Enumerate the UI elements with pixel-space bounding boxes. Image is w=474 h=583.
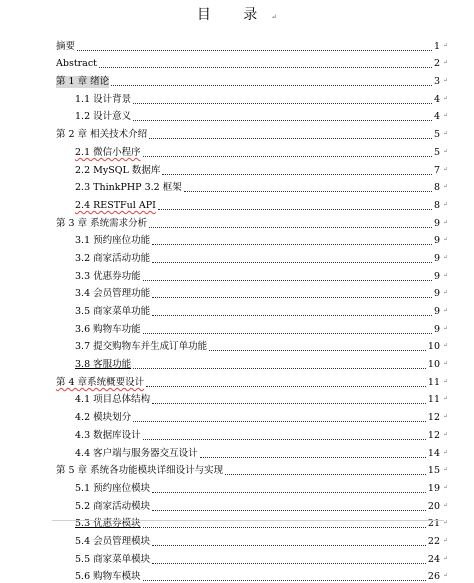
toc-entry-page-number: 5 ↵ (434, 147, 474, 159)
toc-entry-title: 3.3 优惠券功能 (75, 270, 141, 282)
toc-entry-title: 2.4 RESTFul API (75, 199, 156, 211)
toc-entry[interactable] (0, 247, 474, 265)
toc-dot-leader (99, 66, 432, 68)
toc-dot-leader (152, 243, 432, 245)
toc-entry[interactable] (0, 424, 474, 442)
toc-entry[interactable] (0, 212, 474, 230)
toc-entry-title: 2.3 ThinkPHP 3.2 框架 (75, 182, 182, 194)
toc-title (0, 6, 474, 26)
toc-dot-leader (162, 173, 432, 175)
toc-entry-title: 5.3 优惠券模块 (75, 518, 141, 530)
toc-entry-title: 4.2 模块划分 (75, 412, 132, 424)
toc-entry-title: 1.1 设计背景 (75, 93, 132, 105)
toc-entry[interactable] (0, 389, 474, 407)
toc-entry-page-number: 15 ↵ (428, 465, 474, 477)
toc-entry[interactable] (0, 566, 474, 583)
toc-dot-leader (133, 119, 432, 121)
toc-entry[interactable] (0, 141, 474, 159)
toc-entry-page-number: 9 ↵ (434, 324, 474, 336)
toc-dot-leader (77, 49, 432, 51)
toc-entry[interactable] (0, 495, 474, 513)
toc-dot-leader (143, 526, 426, 528)
toc-entry-page-number: 3 ↵ (434, 76, 474, 88)
toc-entry-page-number: 4 ↵ (434, 111, 474, 123)
toc-entry-page-number: 21 ↵ (428, 518, 474, 530)
toc-entry-page-number: 1 ↵ (434, 41, 474, 53)
toc-entry[interactable] (0, 353, 474, 371)
toc-entry-page-number: 5 ↵ (434, 129, 474, 141)
toc-entry-title: 2.1 微信小程序 (75, 146, 141, 158)
toc-dot-leader (152, 296, 432, 298)
toc-entry[interactable] (0, 406, 474, 424)
toc-entry[interactable] (0, 70, 474, 88)
toc-dot-leader (152, 402, 426, 404)
toc-entry-title: 第 1 章 绪论 (56, 76, 110, 88)
toc-entry-title: 第 2 章 相关技术介绍 (56, 129, 148, 141)
toc-entry-title: 3.8 客服功能 (75, 359, 132, 371)
toc-dot-leader (152, 491, 426, 493)
toc-entry[interactable] (0, 283, 474, 301)
toc-entry-title: 5.1 预约座位模块 (75, 482, 151, 494)
toc-entry[interactable] (0, 123, 474, 141)
toc-dot-leader (133, 367, 426, 369)
toc-entry-page-number: 8 ↵ (434, 200, 474, 212)
toc-entry[interactable] (0, 230, 474, 248)
toc-entry-title: 3.6 购物车功能 (75, 323, 141, 335)
toc-entry[interactable] (0, 513, 474, 531)
toc-dot-leader (225, 473, 426, 475)
toc-dot-leader (200, 456, 426, 458)
toc-dot-leader (143, 438, 426, 440)
toc-entry-page-number: 12 ↵ (428, 412, 474, 424)
toc-entry-page-number: 9 ↵ (434, 271, 474, 283)
toc-entry-title: 1.2 设计意义 (75, 111, 132, 123)
toc-entry-title: 摘要 (56, 40, 76, 52)
toc-entry-title: 第 5 章 系统各功能模块详细设计与实现 (56, 465, 224, 477)
toc-entry-page-number: 14 ↵ (428, 448, 474, 460)
toc-dot-leader (143, 332, 432, 334)
toc-entry-page-number: 9 ↵ (434, 253, 474, 265)
toc-dot-leader (152, 314, 432, 316)
toc-entry-title: 4.1 项目总体结构 (75, 394, 151, 406)
toc-entry[interactable] (0, 177, 474, 195)
toc-entry-page-number: 9 ↵ (434, 235, 474, 247)
toc-entry[interactable] (0, 336, 474, 354)
toc-entry[interactable] (0, 442, 474, 460)
toc-entry-title: 5.2 商家活动模块 (75, 500, 151, 512)
toc-entry-title: 3.2 商家活动功能 (75, 252, 151, 264)
toc-dot-leader (143, 579, 426, 581)
toc-entry[interactable] (0, 460, 474, 478)
toc-entry-title: 3.7 提交购物车并生成订单功能 (75, 341, 208, 353)
toc-entry-page-number: 10 ↵ (428, 359, 474, 371)
toc-entry-title: 第 3 章 系统需求分析 (56, 217, 148, 229)
toc-entry-page-number: 9 ↵ (434, 218, 474, 230)
toc-entry-page-number: 2 ↵ (434, 58, 474, 70)
toc-dot-leader (146, 385, 426, 387)
toc-entry-page-number: 20 ↵ (428, 501, 474, 513)
toc-entry[interactable] (0, 106, 474, 124)
toc-title-text: 目 录 (196, 7, 272, 23)
toc-entry[interactable] (0, 300, 474, 318)
toc-dot-leader (149, 137, 432, 139)
toc-dot-leader (158, 208, 432, 210)
toc-entry-page-number: 19 ↵ (428, 483, 474, 495)
toc-entry-page-number: 11 ↵ (428, 394, 474, 406)
toc-dot-leader (184, 190, 432, 192)
toc-entry-title: 第 4 章系统概要设计 (56, 376, 145, 388)
toc-entry[interactable] (0, 159, 474, 177)
toc-entry-page-number: 8 ↵ (434, 182, 474, 194)
toc-dot-leader (152, 544, 426, 546)
toc-dot-leader (143, 155, 432, 157)
toc-entry-page-number: 4 ↵ (434, 94, 474, 106)
toc-entry-title: 3.4 会员管理功能 (75, 288, 151, 300)
toc-entry-title: 5.5 商家菜单模块 (75, 553, 151, 565)
toc-entry-title: Abstract (56, 58, 97, 70)
toc-entry[interactable] (0, 53, 474, 71)
table-of-contents (0, 35, 474, 583)
toc-entry[interactable] (0, 548, 474, 566)
toc-entry-title: 5.6 购物车模块 (75, 571, 141, 583)
toc-dot-leader (143, 279, 432, 281)
toc-entry-title: 5.4 会员管理模块 (75, 535, 151, 547)
toc-dot-leader (152, 261, 432, 263)
toc-entry-title: 4.3 数据库设计 (75, 429, 141, 441)
toc-entry-title: 3.1 预约座位功能 (75, 235, 151, 247)
toc-dot-leader (133, 420, 426, 422)
toc-entry-title: 3.5 商家菜单功能 (75, 306, 151, 317)
toc-entry-page-number: 10 ↵ (428, 341, 474, 353)
toc-dot-leader (152, 562, 426, 564)
toc-dot-leader (133, 102, 432, 104)
toc-entry-title: 2.2 MySQL 数据库 (75, 164, 161, 176)
toc-dot-leader (152, 509, 426, 511)
toc-entry[interactable] (0, 265, 474, 283)
toc-entry-page-number: 7 ↵ (434, 165, 474, 177)
toc-entry-page-number: 9 ↵ (434, 288, 474, 300)
toc-entry[interactable] (0, 194, 474, 212)
toc-entry[interactable] (0, 318, 474, 336)
toc-entry-page-number: 12 ↵ (428, 430, 474, 442)
toc-entry-page-number: 22 ↵ (428, 536, 474, 548)
page-edge (52, 520, 444, 521)
toc-dot-leader (149, 226, 432, 228)
toc-entry-title: 4.4 客户端与服务器交互设计 (75, 447, 198, 459)
toc-dot-leader (209, 349, 426, 351)
toc-entry[interactable] (0, 477, 474, 495)
toc-entry[interactable] (0, 371, 474, 389)
toc-dot-leader (111, 84, 432, 86)
toc-entry-page-number: 24 ↵ (428, 554, 474, 566)
toc-entry-page-number: 26 ↵ (428, 571, 474, 583)
toc-entry[interactable] (0, 35, 474, 53)
toc-entry-page-number: 9 ↵ (434, 306, 474, 318)
toc-entry-page-number: 11 ↵ (428, 377, 474, 389)
paragraph-mark: ↵ (271, 13, 278, 21)
toc-entry[interactable] (0, 88, 474, 106)
toc-entry[interactable] (0, 530, 474, 548)
